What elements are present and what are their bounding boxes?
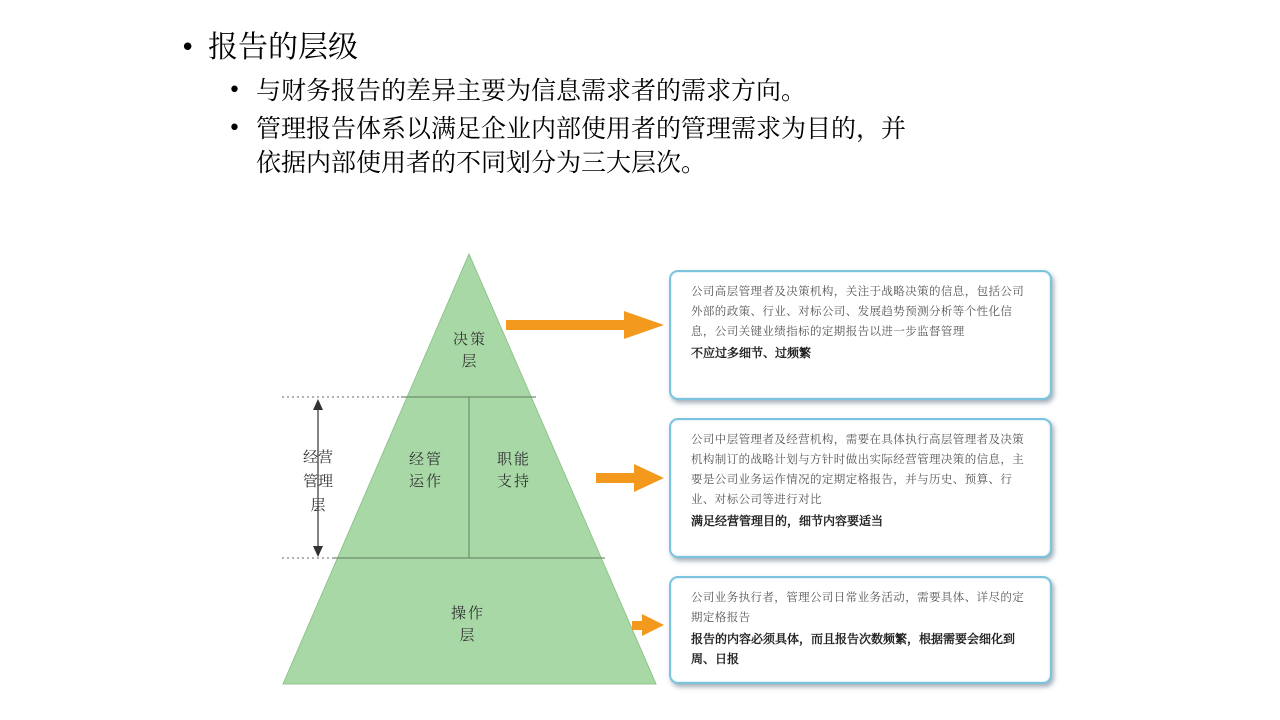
span-arrow-bottom-head	[313, 546, 323, 557]
description-box-operation	[669, 576, 1052, 684]
arrow-decision	[506, 311, 664, 339]
span-arrow-top-head	[313, 399, 323, 410]
bullet-point-1: • 与财务报告的差异主要为信息需求者的需求方向。	[228, 74, 1140, 108]
level-label-operation: 操作 层	[450, 604, 485, 644]
description-text: 公司高层管理者及决策机构，关注于战略决策的信息，包括公司外部的政策、行业、对标公司、发展趋势预测分析等个性化信息，公司关键业绩指标的定期报告以进一步监督管理	[691, 284, 1025, 338]
description-text: 公司业务执行者，管理公司日常业务活动，需要具体、详尽的定期定格报告	[691, 590, 1025, 624]
bullet-point-2-line-1: 管理报告体系以满足企业内部使用者的管理需求为目的，并	[256, 114, 907, 143]
description-box-decision	[669, 270, 1052, 400]
description-text: 公司中层管理者及经营机构，需要在具体执行高层管理者及决策机构制订的战略计划与方针时做出实际经营管理决策的信息，主要是公司业务运作情况的定期定格报告，并与历史、预算、行业、对标公司等进行对比	[691, 432, 1025, 506]
level-label-decision: 决策 层	[452, 330, 487, 370]
description-box-management	[669, 418, 1052, 558]
arrow-management	[596, 464, 664, 492]
description-note: 报告的内容必须具体，而且报告次数频繁，根据需要会细化到周、日报	[691, 632, 1016, 666]
slide-title: • 报告的层级	[180, 26, 1140, 70]
description-note: 满足经营管理目的，细节内容要适当	[691, 514, 884, 528]
bullet-point-2-line-2: 依据内部使用者的不同划分为三大层次。	[256, 148, 707, 177]
side-label-management-layer: 经营 管理 层	[302, 448, 333, 514]
arrow-operation	[632, 614, 664, 636]
level-label-function-support: 职能 支持	[496, 450, 531, 490]
level-label-operation-run: 经管 运作	[408, 450, 443, 490]
description-note: 不应过多细节、过频繁	[691, 346, 812, 360]
label-yunzuo: 运作	[408, 472, 443, 490]
